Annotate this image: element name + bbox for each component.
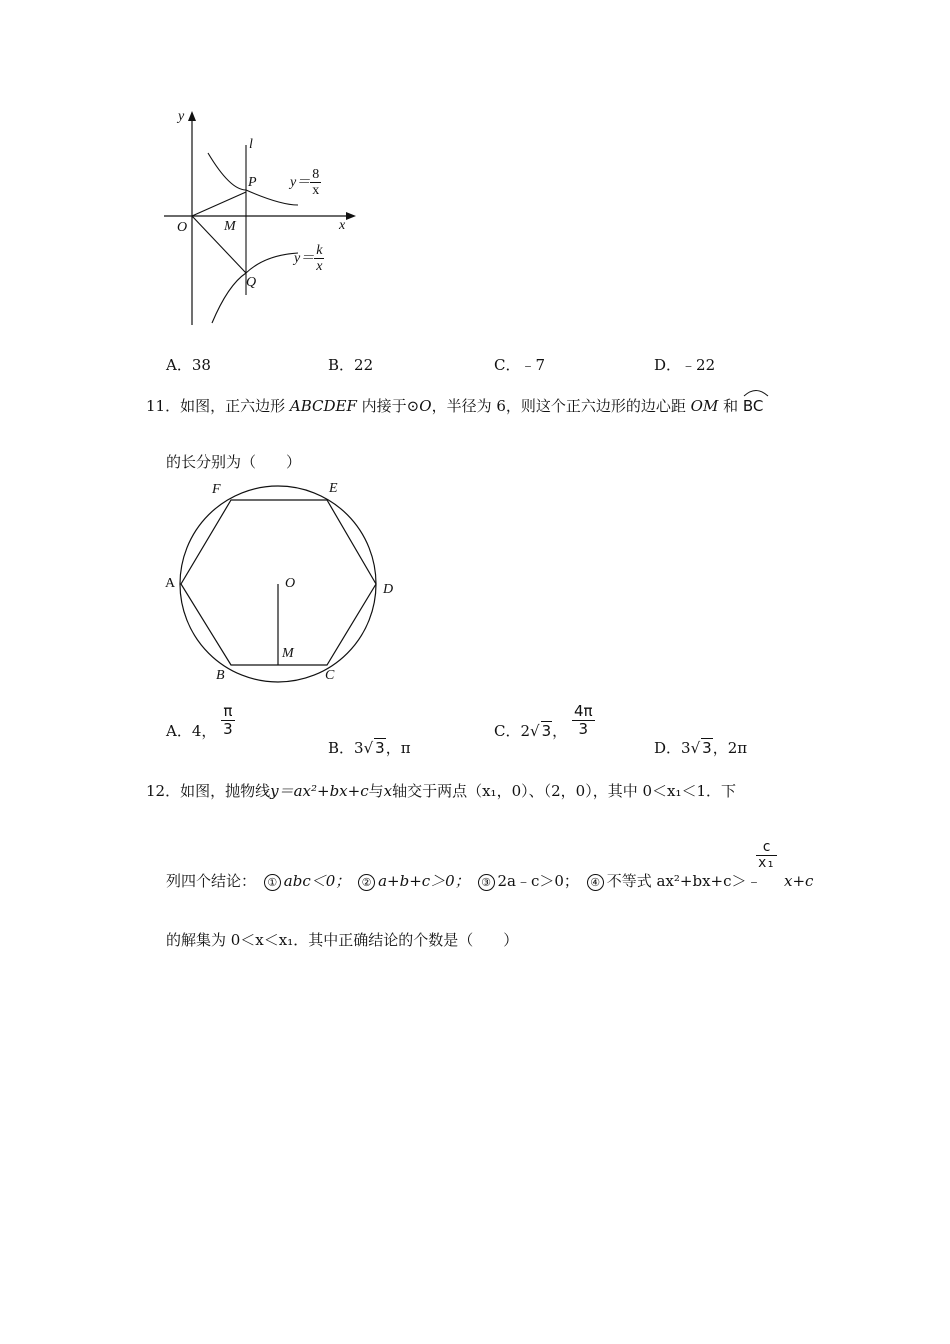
arc-bc: BC [743,397,764,415]
label-l: l [249,137,253,152]
q12-fraction: $\frac{c}{\text{x₁}}$ [758,839,775,872]
q10-option-d[interactable]: D．﹣22 [654,356,716,374]
hexagon-in-circle [160,478,400,693]
q10-option-a[interactable]: A．38 [166,356,211,374]
circled-3: ③ [478,874,495,891]
label-y: y [178,109,185,124]
label-o-hex: O [285,576,296,591]
circled-1: ① [264,874,281,891]
q11-option-d[interactable]: D．3√ 3，2π [654,739,748,757]
label-e: E [329,481,338,496]
q11-option-a[interactable]: A．4， $\frac{\pi}{3}$ [166,702,233,740]
x-axis-arrow [346,212,356,220]
circled-4: ④ [587,874,604,891]
q10-option-b[interactable]: B．22 [328,356,374,374]
q12-stem-line3: 的解集为 0＜x＜x₁．其中正确结论的个数是（ ） [166,931,519,949]
segment-oq [192,216,246,273]
label-m: M [224,219,236,234]
y-axis-arrow [188,111,196,121]
label-o: O [177,220,188,235]
q11-option-b[interactable]: B．3√ 3，π [328,739,411,757]
label-b: B [216,668,225,683]
label-f: F [212,482,221,497]
q12-stem-line2: 列四个结论： ① abc＜0； ② a+b+c＞0； ③ 2a﹣c＞0； ④ 不等式 ax²+bx+c＞﹣ [166,872,762,890]
label-q: Q [246,275,257,290]
q11-stem-line2: 的长分别为（ ） [166,453,302,471]
label-c: C [325,668,335,683]
segment-op [192,192,246,216]
figure-hyperbola [150,105,380,330]
q11-stem-line1: 11．如图，正六边形 ABCDEF 内接于⊙O，半径为 6，则这个正六边形的边心距 OM 和 BC [146,395,763,416]
arc-mark-icon [743,388,769,397]
label-d: D [383,582,394,597]
q12-stem-line1: 12．如图，抛物线y＝ax²+bx+c与x轴交于两点（x₁，0）、（2，0），其中 0＜x₁＜1．下 [146,782,737,800]
label-m-hex: M [282,646,294,661]
label-a: A [165,576,176,591]
q10-option-c[interactable]: C．﹣7 [494,356,546,374]
circled-2: ② [358,874,375,891]
hyperbola-graph [150,105,380,330]
q12-tail: x+c [784,872,814,890]
label-p: P [248,175,257,190]
figure-hexagon [160,478,400,693]
q11-option-c[interactable]: C．2√ 3， $\frac{4\pi}{3}$ [494,702,593,740]
equation-y-8-over-x: y＝ $\frac{8}{x}$ [290,167,320,199]
equation-y-k-over-x: y＝ $\frac{k}{x}$ [294,243,323,275]
label-x: x [339,218,346,233]
